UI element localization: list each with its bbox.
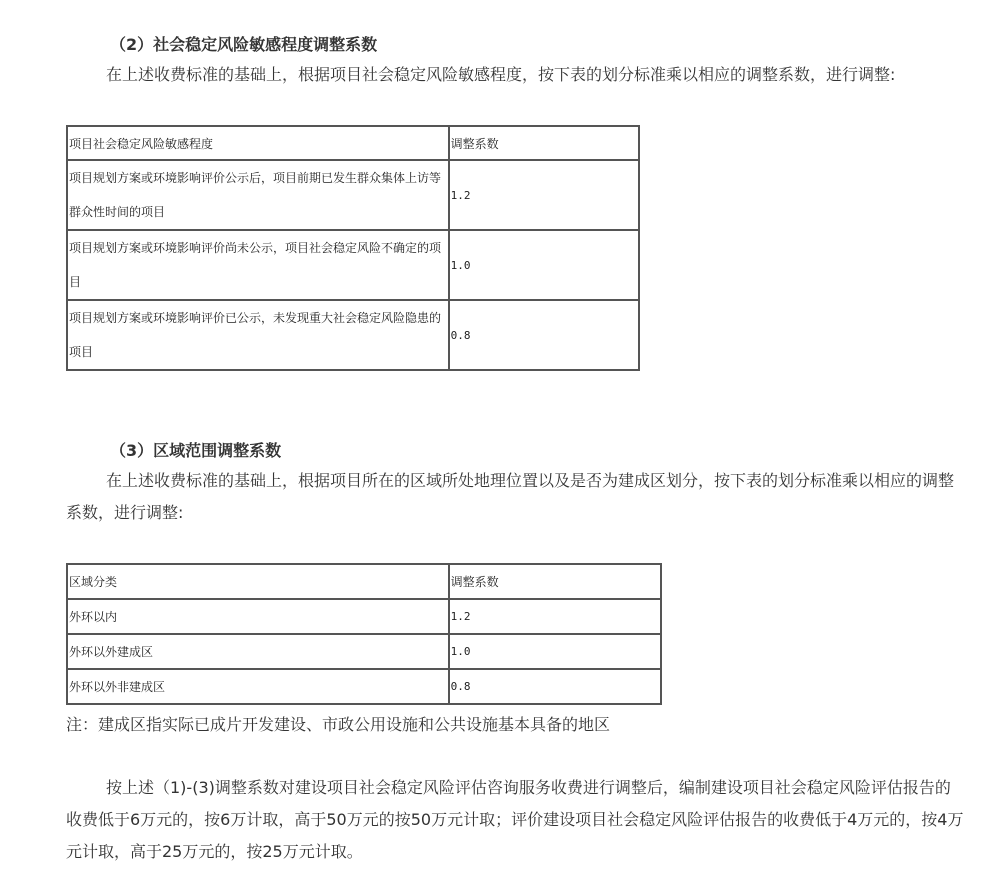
cell-text: 项目规划方案或环境影响评价公示后，项目前期已发生群众集体上访等群众性时间的项目: [69, 171, 442, 219]
table-header-cell: 区域分类: [67, 564, 449, 599]
table-cell-coef: 0.8: [449, 300, 639, 370]
section-3-heading: （3）区域范围调整系数: [110, 441, 282, 460]
table-row: [67, 669, 661, 704]
table-cell-coef: 1.0: [449, 634, 661, 669]
cell-text: 项目规划方案或环境影响评价尚未公示，项目社会稳定风险不确定的项目: [69, 241, 442, 289]
table-header-cell: 项目社会稳定风险敏感程度: [67, 126, 449, 160]
conclusion-paragraph: 按上述（1)-(3)调整系数对建设项目社会稳定风险评估咨询服务收费进行调整后，编制建设项目社会稳定风险评估报告的收费低于6万元的，按6万计取，高于50万元的按50万元计取；评价建设项目社会稳定风险评估报告的收费低于4万元的，按4万元计取，高于25万元的，按25万元计取。: [66, 778, 964, 861]
section-2-intro: 在上述收费标准的基础上，根据项目社会稳定风险敏感程度，按下表的划分标准乘以相应的调整系数，进行调整:: [106, 65, 896, 84]
table-header-row: [67, 564, 661, 599]
table-cell-coef: 0.8: [449, 669, 661, 704]
table-row: [67, 300, 639, 370]
table-cell-desc: 外环以外建成区: [67, 634, 449, 669]
table-row: [67, 230, 639, 300]
table-row: [67, 599, 661, 634]
region-note: 注：建成区指实际已成片开发建设、市政公用设施和公共设施基本具备的地区: [66, 715, 611, 734]
table-cell-coef: 1.2: [449, 599, 661, 634]
sensitivity-table: [66, 125, 640, 371]
table-cell-desc: [67, 230, 449, 300]
table-cell-coef: 1.0: [449, 230, 639, 300]
table-cell-coef: 1.2: [449, 160, 639, 230]
table-row: [67, 160, 639, 230]
section-2-heading: （2）社会稳定风险敏感程度调整系数: [110, 35, 378, 54]
table-header-cell: 调整系数: [449, 564, 661, 599]
table-cell-desc: [67, 160, 449, 230]
table-cell-desc: 外环以外非建成区: [67, 669, 449, 704]
table-row: [67, 634, 661, 669]
table-header-row: [67, 126, 639, 160]
table-header-cell: 调整系数: [449, 126, 639, 160]
section-3-intro: 在上述收费标准的基础上，根据项目所在的区域所处地理位置以及是否为建成区划分，按下表的划分标准乘以相应的调整系数，进行调整:: [66, 471, 955, 522]
cell-text: 项目规划方案或环境影响评价已公示，未发现重大社会稳定风险隐患的项目: [69, 311, 442, 359]
table-cell-desc: [67, 300, 449, 370]
region-table: [66, 563, 662, 705]
table-cell-desc: 外环以内: [67, 599, 449, 634]
